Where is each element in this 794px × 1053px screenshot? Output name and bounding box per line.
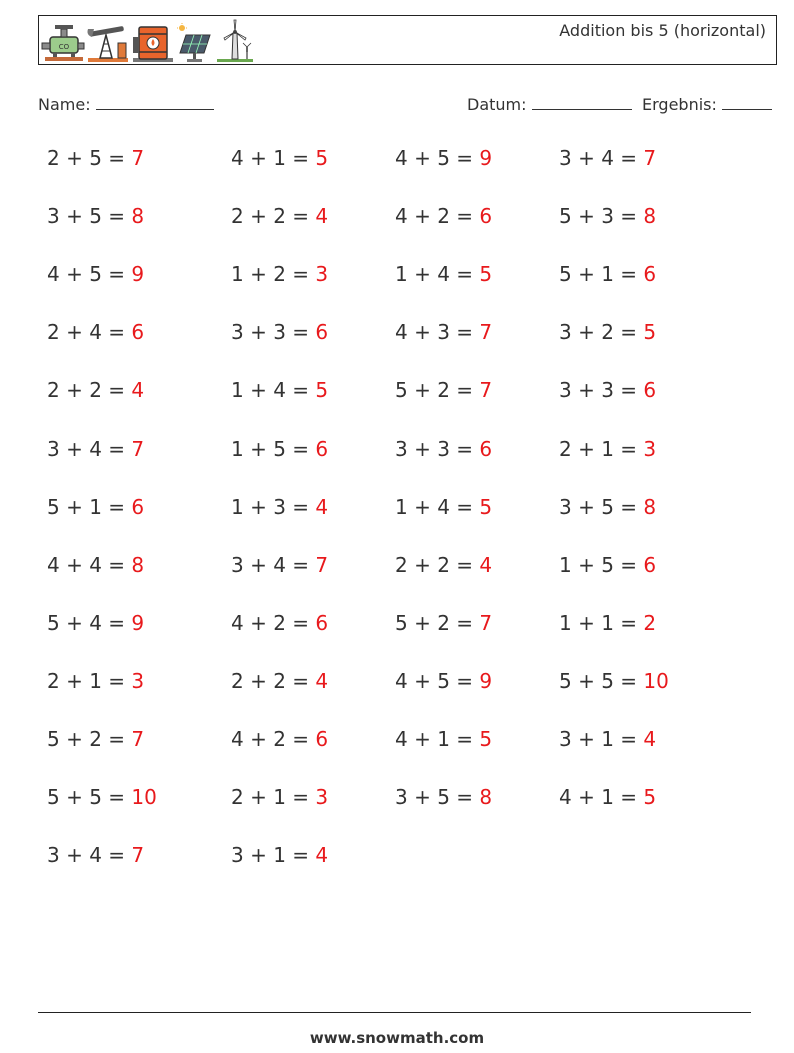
problem-answer: 6 <box>479 204 493 229</box>
problem-item <box>559 378 656 402</box>
problem-expression: 3 + 5 = <box>395 785 474 810</box>
problem-expression: 3 + 4 = <box>559 146 638 170</box>
problem-item <box>47 669 144 693</box>
problem-expression: 2 + 2 = <box>231 668 310 693</box>
problem-expression: 4 + 2 = <box>231 727 310 751</box>
problem-expression: 2 + 2 = <box>47 378 126 403</box>
problem-answer: 10 <box>131 785 157 810</box>
problem-expression: 2 + 1 = <box>559 436 638 461</box>
problem-answer: 6 <box>315 436 329 461</box>
problem-answer: 7 <box>131 436 145 461</box>
problem-item <box>231 727 328 751</box>
problem-answer: 6 <box>315 727 329 751</box>
problem-answer: 3 <box>315 262 329 287</box>
name-label: Name: <box>38 95 91 114</box>
problem-answer: 8 <box>643 494 657 519</box>
problem-item <box>559 204 656 228</box>
problem-expression: 2 + 4 = <box>47 320 126 345</box>
problem-expression: 3 + 1 = <box>231 843 310 868</box>
problem-answer: 4 <box>315 843 329 868</box>
problem-expression: 5 + 1 = <box>559 262 638 287</box>
problem-item <box>395 669 492 693</box>
problem-answer: 7 <box>131 843 145 868</box>
problem-expression: 2 + 1 = <box>47 668 126 693</box>
problem-item <box>231 146 328 170</box>
problem-expression: 5 + 5 = <box>559 668 638 693</box>
problem-item <box>231 437 328 461</box>
problem-item <box>395 320 492 344</box>
problem-answer: 7 <box>479 320 493 345</box>
problem-item <box>231 843 328 867</box>
problem-answer: 7 <box>131 146 145 170</box>
problem-answer: 3 <box>131 668 145 693</box>
problem-answer: 6 <box>131 494 145 519</box>
problem-item <box>559 437 656 461</box>
problem-item <box>395 437 492 461</box>
problem-item <box>47 843 144 867</box>
problem-item <box>559 669 669 693</box>
problem-item <box>559 727 656 751</box>
problem-answer: 5 <box>479 727 493 751</box>
problem-expression: 1 + 4 = <box>395 262 474 287</box>
problem-answer: 7 <box>479 610 493 635</box>
problem-item <box>231 611 328 635</box>
problem-item <box>395 495 492 519</box>
problem-expression: 4 + 4 = <box>47 552 126 577</box>
problem-expression: 5 + 5 = <box>47 785 126 810</box>
problem-expression: 5 + 2 = <box>395 378 474 403</box>
problem-expression: 2 + 2 = <box>395 552 474 577</box>
problem-item <box>395 378 492 402</box>
problem-item <box>559 495 656 519</box>
problem-item <box>231 669 328 693</box>
problem-expression: 3 + 2 = <box>559 320 638 345</box>
problem-expression: 3 + 5 = <box>559 494 638 519</box>
problem-item <box>559 785 656 809</box>
problem-answer: 4 <box>131 378 145 403</box>
problem-expression: 2 + 5 = <box>47 146 126 170</box>
problem-expression: 4 + 2 = <box>395 204 474 229</box>
problem-item <box>395 611 492 635</box>
problem-answer: 7 <box>131 727 145 751</box>
problem-item <box>559 146 656 170</box>
problem-item <box>47 204 144 228</box>
problem-answer: 6 <box>315 320 329 345</box>
datum-label: Datum: <box>467 95 527 114</box>
problem-item <box>47 611 144 635</box>
problem-expression: 3 + 4 = <box>47 843 126 868</box>
problem-expression: 4 + 5 = <box>395 146 474 170</box>
problem-answer: 4 <box>643 727 657 751</box>
problem-answer: 8 <box>131 552 145 577</box>
problem-expression: 3 + 4 = <box>231 552 310 577</box>
problem-item <box>395 727 492 751</box>
problem-expression: 1 + 3 = <box>231 494 310 519</box>
problem-item <box>559 320 656 344</box>
problem-expression: 3 + 3 = <box>559 378 638 403</box>
problem-answer: 9 <box>131 610 145 635</box>
footer-url: www.snowmath.com <box>309 1029 485 1047</box>
problem-item <box>47 378 144 402</box>
problem-expression: 4 + 1 = <box>231 146 310 170</box>
problem-item <box>231 320 328 344</box>
problem-item <box>231 378 328 402</box>
problem-answer: 4 <box>315 668 329 693</box>
problem-expression: 5 + 2 = <box>47 727 126 751</box>
problem-item <box>231 785 328 809</box>
problem-answer: 7 <box>643 146 657 170</box>
problem-answer: 9 <box>131 262 145 287</box>
problem-expression: 3 + 3 = <box>231 320 310 345</box>
problem-answer: 8 <box>131 204 145 229</box>
problem-expression: 1 + 5 = <box>231 436 310 461</box>
problem-answer: 4 <box>315 204 329 229</box>
problem-expression: 3 + 3 = <box>395 436 474 461</box>
problem-expression: 5 + 4 = <box>47 610 126 635</box>
problem-item <box>231 262 328 286</box>
problem-item <box>47 553 144 577</box>
problem-item <box>47 727 144 751</box>
problem-expression: 2 + 2 = <box>231 204 310 229</box>
problem-answer: 10 <box>643 668 669 693</box>
problem-answer: 5 <box>315 146 329 170</box>
problem-expression: 2 + 1 = <box>231 785 310 810</box>
problem-item <box>47 320 144 344</box>
problem-answer: 8 <box>479 785 493 810</box>
problem-expression: 4 + 5 = <box>395 668 474 693</box>
problem-item <box>395 204 492 228</box>
problem-answer: 3 <box>643 436 657 461</box>
problem-item <box>47 437 144 461</box>
problem-answer: 6 <box>479 436 493 461</box>
problem-item <box>47 146 144 170</box>
problem-answer: 8 <box>643 204 657 229</box>
problem-answer: 5 <box>479 262 493 287</box>
problem-answer: 5 <box>315 378 329 403</box>
problem-answer: 4 <box>315 494 329 519</box>
problem-item <box>47 785 157 809</box>
problem-expression: 3 + 5 = <box>47 204 126 229</box>
problem-answer: 6 <box>131 320 145 345</box>
problem-answer: 4 <box>479 552 493 577</box>
problem-expression: 5 + 3 = <box>559 204 638 229</box>
problem-expression: 4 + 1 = <box>395 727 474 751</box>
problem-expression: 4 + 2 = <box>231 610 310 635</box>
problem-item <box>395 262 492 286</box>
problem-answer: 5 <box>643 320 657 345</box>
problem-expression: 5 + 1 = <box>47 494 126 519</box>
problem-answer: 6 <box>643 552 657 577</box>
problem-item <box>231 495 328 519</box>
problem-item <box>395 146 492 170</box>
problem-answer: 2 <box>643 610 657 635</box>
problem-expression: 4 + 1 = <box>559 785 638 810</box>
problem-item <box>395 553 492 577</box>
page-title: Addition bis 5 (horizontal) <box>559 21 766 40</box>
problem-item <box>395 785 492 809</box>
svg-text:CO: CO <box>58 43 70 51</box>
problem-expression: 1 + 5 = <box>559 552 638 577</box>
problem-answer: 7 <box>479 378 493 403</box>
problem-expression: 5 + 2 = <box>395 610 474 635</box>
problem-answer: 6 <box>643 262 657 287</box>
problem-item <box>559 611 656 635</box>
footer-divider <box>38 1012 751 1013</box>
problem-expression: 3 + 4 = <box>47 436 126 461</box>
problem-expression: 4 + 5 = <box>47 262 126 287</box>
problem-answer: 9 <box>479 668 493 693</box>
problem-expression: 1 + 1 = <box>559 610 638 635</box>
problem-item <box>231 553 328 577</box>
problem-expression: 1 + 4 = <box>231 378 310 403</box>
problem-item <box>47 495 144 519</box>
problem-answer: 5 <box>643 785 657 810</box>
problem-item <box>47 262 144 286</box>
problem-answer: 3 <box>315 785 329 810</box>
problem-item <box>559 262 656 286</box>
problem-item <box>559 553 656 577</box>
problem-answer: 5 <box>479 494 493 519</box>
problem-answer: 9 <box>479 146 493 170</box>
problem-answer: 6 <box>315 610 329 635</box>
problem-expression: 1 + 4 = <box>395 494 474 519</box>
problem-expression: 4 + 3 = <box>395 320 474 345</box>
problem-answer: 7 <box>315 552 329 577</box>
problem-expression: 3 + 1 = <box>559 727 638 751</box>
problem-item <box>231 204 328 228</box>
ergebnis-label: Ergebnis: <box>642 95 717 114</box>
problem-answer: 6 <box>643 378 657 403</box>
problem-expression: 1 + 2 = <box>231 262 310 287</box>
